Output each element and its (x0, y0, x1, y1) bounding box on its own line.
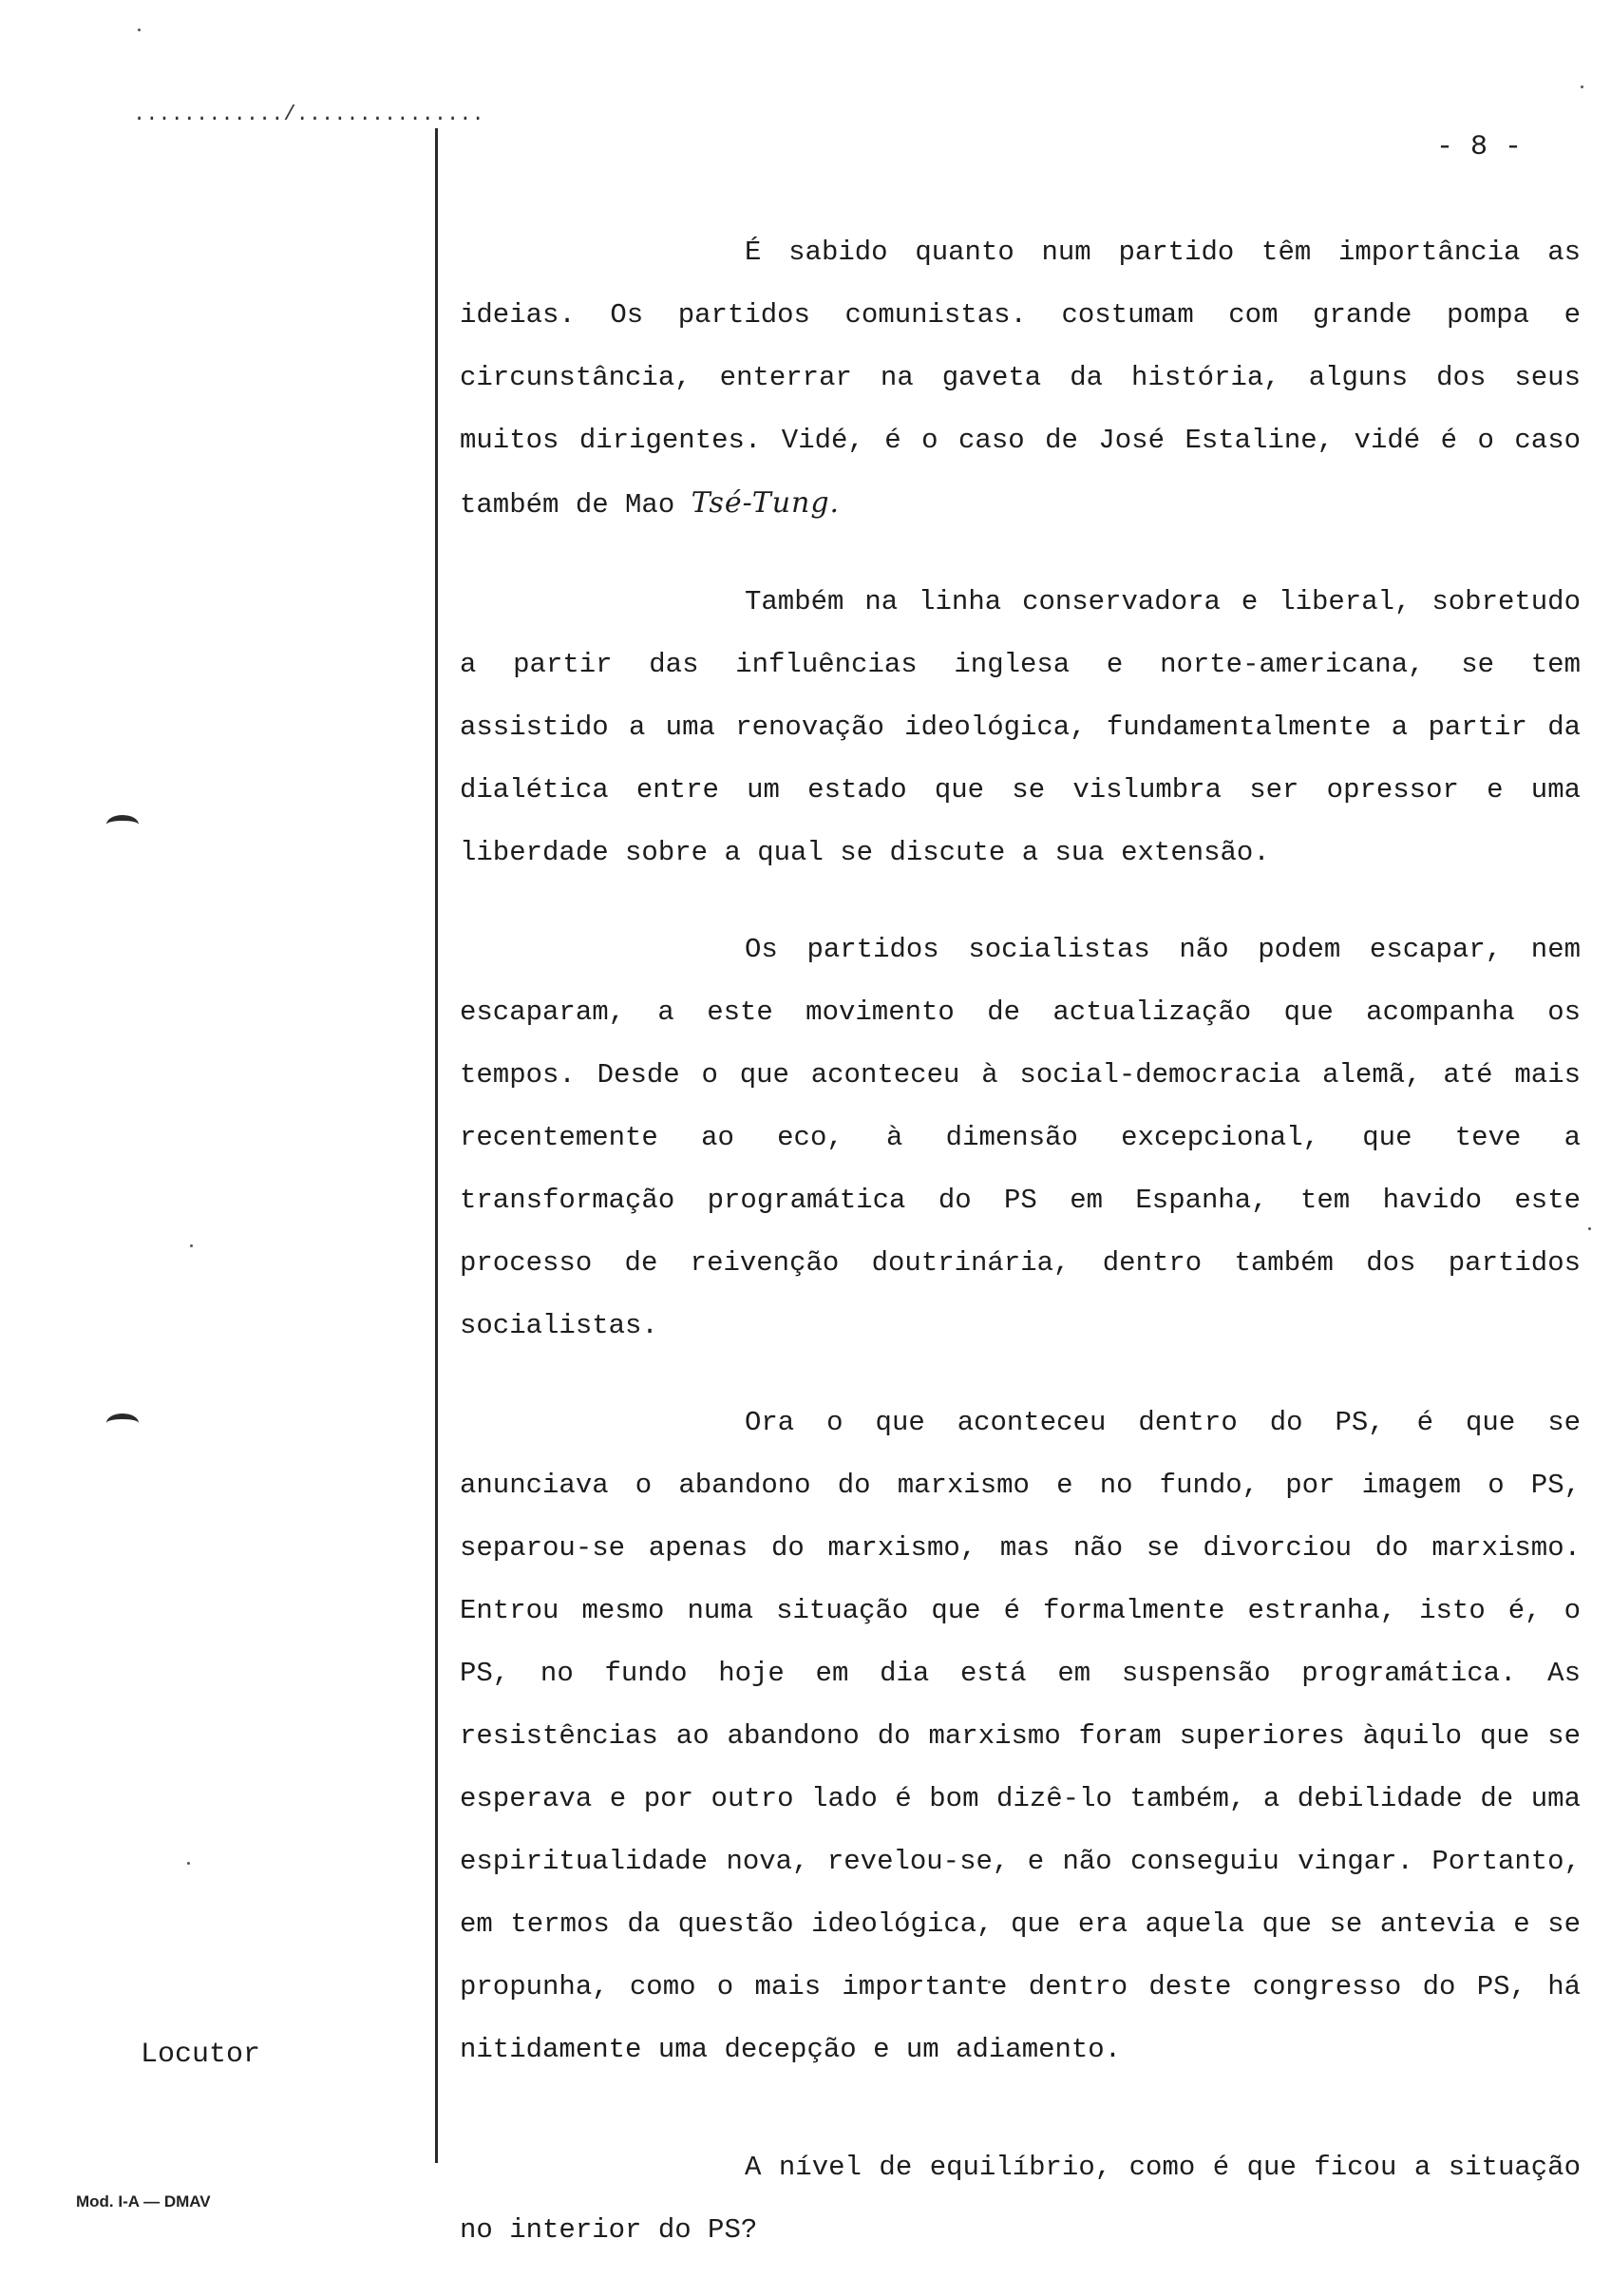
scan-speck (1588, 1227, 1591, 1230)
handwritten-correction: Tsé-Tung. (691, 486, 841, 520)
margin-rule (435, 128, 438, 2163)
reference-line: ............/............... (133, 103, 484, 126)
paragraph-4 (460, 1392, 1581, 2081)
transcript-body (460, 221, 1581, 2296)
scan-speck (138, 28, 141, 31)
paragraph-text: Ora o que aconteceu dentro do PS, é que se anunciava o abandono do marxismo e no fundo, por imagem o PS, separou-se apenas do marxismo, mas não se divorciou do marxismo. Entrou mesmo numa situação que é formalmente estranha, isto é, o PS, no fundo hoje em dia está em suspensão programática. As resistências ao abandono do marxismo foram superiores àquilo que se esperava e por outro lado é bom dizê-lo também, a debilidade de uma espiritualidade nova, revelou-se, e não conseguiu vingar. Portanto, em termos da questão ideológica, que era aquela que se antevia e se propunha, como o mais importante dentro deste congresso do PS, há nitidamente uma decepção e um adiamento. (460, 1407, 1581, 2065)
paragraph-3 (460, 919, 1581, 1357)
punch-hole-mark (106, 1414, 139, 1433)
paragraph-5 (460, 2136, 1581, 2262)
paragraph-text: Os partidos socialistas não podem escapar, nem escaparam, a este movimento de actualização que acompanha os tempos. Desde o que aconteceu à social-democracia alemã, até mais recentemente ao eco, à dimensão excepcional, que teve a transformação programática do PS em Espanha, tem havido este processo de reivenção doutrinária, dentro também dos partidos socialistas. (460, 934, 1581, 1341)
paragraph-2 (460, 571, 1581, 884)
form-code: Mod. I-A — DMAV (76, 2192, 211, 2211)
scan-speck (1581, 85, 1583, 88)
paragraph-text: A nível de equilíbrio, como é que ficou a situação no interior do PS? (460, 2152, 1581, 2246)
punch-hole-mark (106, 815, 139, 834)
scan-speck (187, 1862, 190, 1865)
speaker-label: Locutor (141, 2039, 261, 2071)
scan-speck (190, 1244, 193, 1247)
paragraph-text: Também na linha conservadora e liberal, sobretudo a partir das influências inglesa e norte-americana, se tem assistido a uma renovação ideológica, fundamentalmente a partir da dialética entre um estado que se vislumbra ser opressor e uma liberdade sobre a qual se discute a sua extensão. (460, 586, 1581, 868)
paragraph-1 (460, 221, 1581, 537)
page-number: - 8 - (1436, 131, 1523, 163)
paragraph-text: É sabido quanto num partido têm importância as ideias. Os partidos comunistas. costumam com grande pompa e circunstância, enterrar na gaveta da história, alguns dos seus muitos dirigentes. Vidé, é o caso de José Estaline, vidé é o caso também de Mao (460, 237, 1581, 521)
